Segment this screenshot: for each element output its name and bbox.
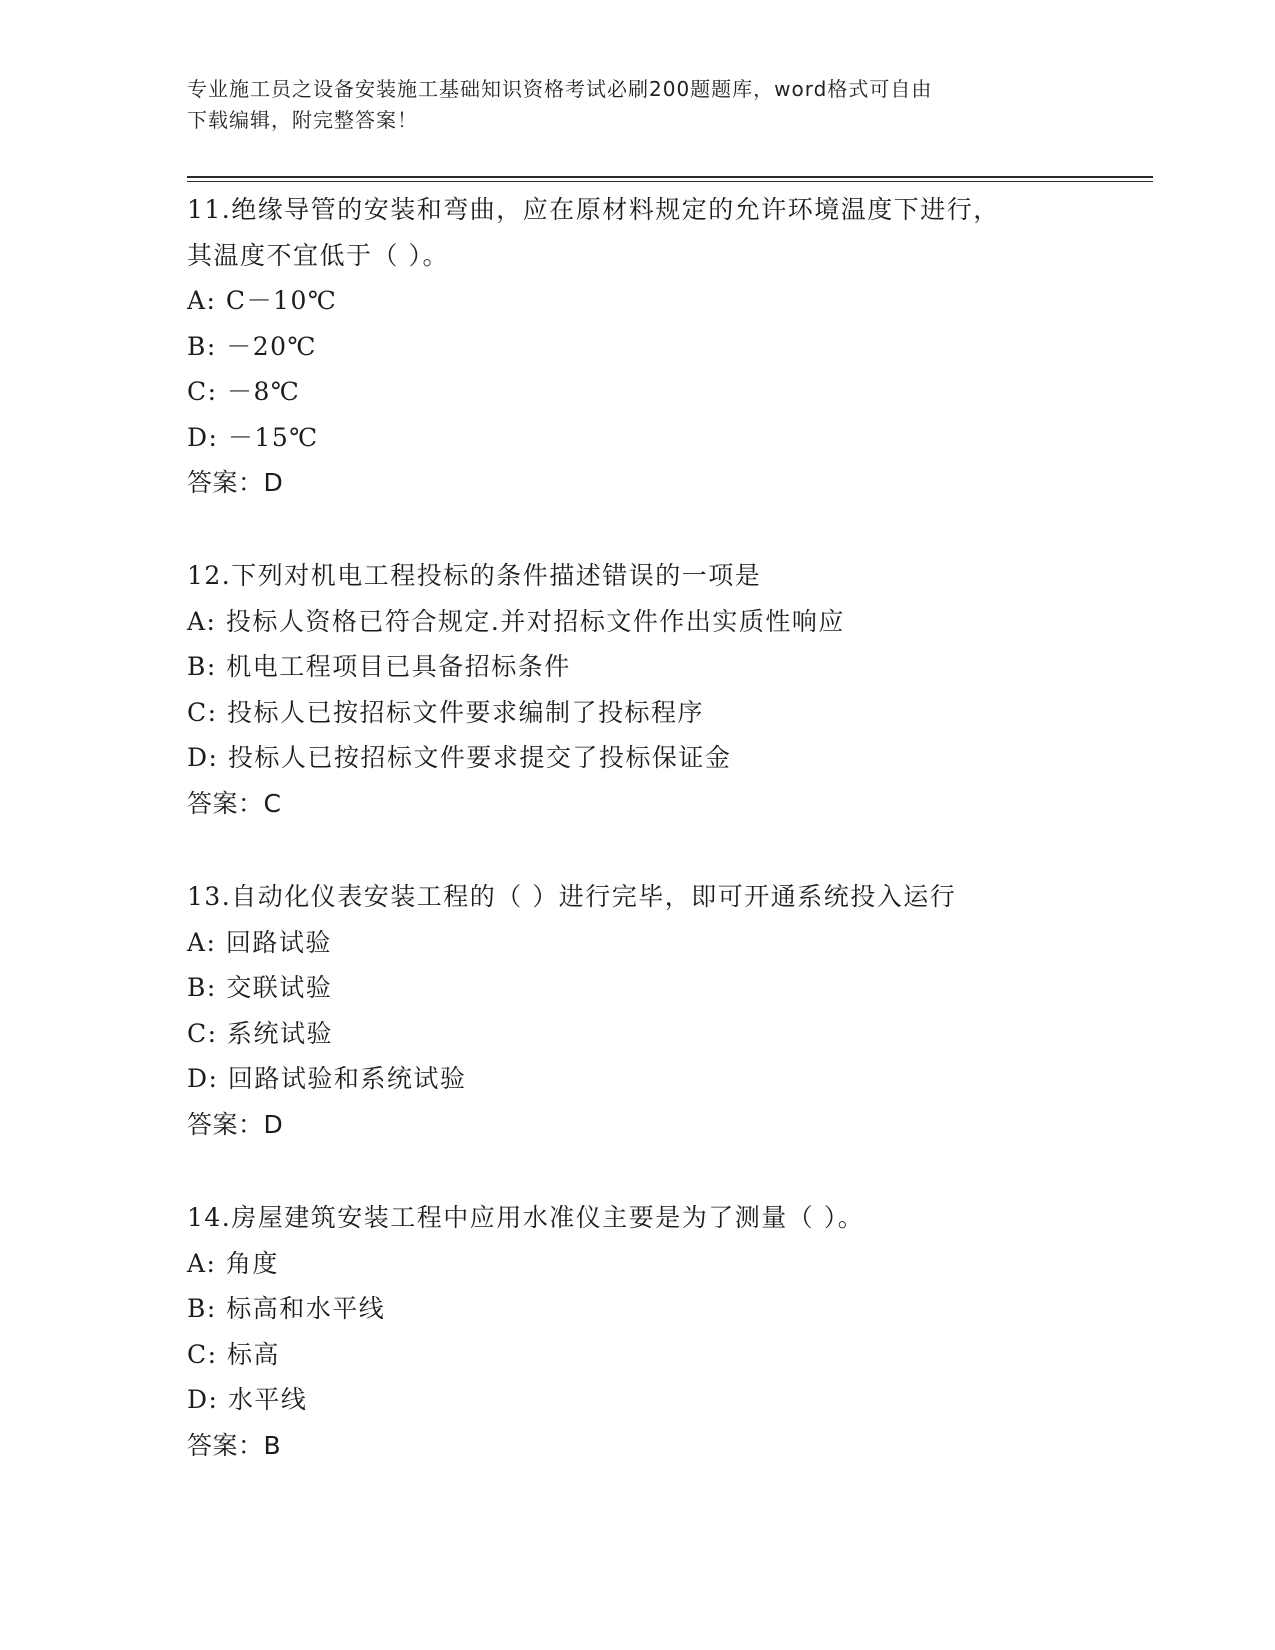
question-12: [187, 553, 1087, 826]
question-stem: 11.绝缘导管的安装和弯曲，应在原材料规定的允许环境温度下进行，: [187, 195, 1000, 224]
header-rule-thick: [187, 176, 1153, 178]
option-c: C: －8℃: [187, 377, 301, 406]
option-b: B: －20℃: [187, 331, 318, 361]
option-d: D: 回路试验和系统试验: [187, 1064, 467, 1093]
question-stem: 13.自动化仪表安装工程的（ ）进行完毕，即可开通系统投入运行: [187, 882, 957, 911]
answer: 答案：D: [187, 468, 284, 497]
option-a: A: 角度: [187, 1248, 279, 1278]
question-stem: 12.下列对机电工程投标的条件描述错误的一项是: [187, 561, 762, 590]
question-13: [187, 874, 1087, 1147]
header-line-1: 专业施工员之设备安装施工基础知识资格考试必刷200题题库，word格式可自由: [187, 77, 933, 101]
option-a: A: 回路试验: [187, 927, 332, 957]
option-c: C: 标高: [187, 1339, 280, 1369]
header-rule-thin: [187, 181, 1153, 182]
option-b: B: 机电工程项目已具备招标条件: [187, 652, 571, 681]
question-14: [187, 1195, 1087, 1468]
option-b: B: 标高和水平线: [187, 1294, 386, 1323]
option-d: D: 水平线: [187, 1385, 308, 1414]
option-d: D: －15℃: [187, 422, 319, 452]
option-d: D: 投标人已按招标文件要求提交了投标保证金: [187, 743, 732, 772]
option-a: A: 投标人资格已符合规定.并对招标文件作出实质性响应: [187, 606, 845, 636]
question-11: [187, 187, 1087, 506]
question-stem: 其温度不宜低于（ ）。: [187, 240, 449, 270]
answer: 答案：B: [187, 1430, 282, 1460]
document-header: [187, 74, 1067, 136]
option-c: C: 系统试验: [187, 1018, 333, 1048]
option-c: C: 投标人已按招标文件要求编制了投标程序: [187, 697, 704, 727]
option-a: A: C－10℃: [187, 286, 338, 315]
question-stem: 14.房屋建筑安装工程中应用水准仪主要是为了测量（ ）。: [187, 1203, 865, 1232]
option-b: B: 交联试验: [187, 973, 333, 1002]
answer: 答案：C: [187, 788, 282, 818]
header-line-2: 下载编辑，附完整答案！: [187, 108, 418, 132]
answer: 答案：D: [187, 1109, 284, 1139]
